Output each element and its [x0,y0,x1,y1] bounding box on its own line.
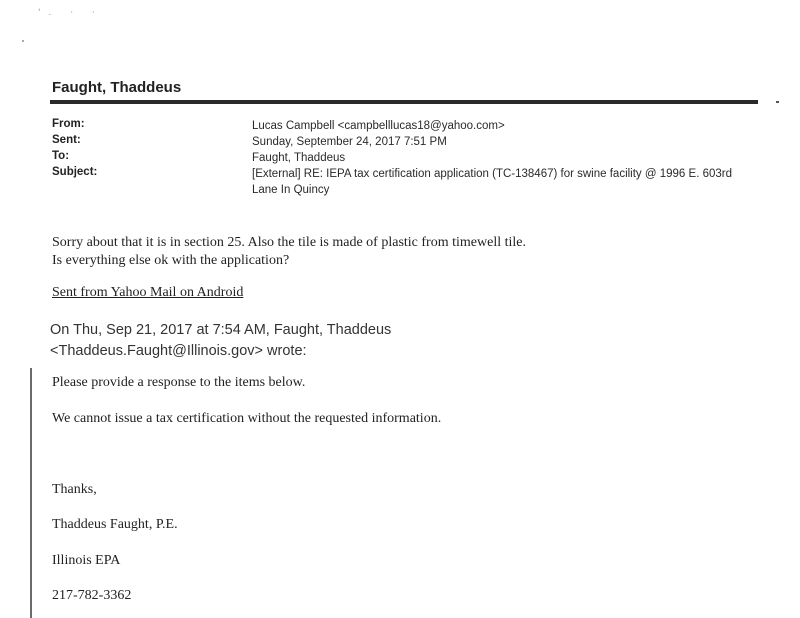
quote-line-1: Please provide a response to the items below. [52,375,306,390]
subject-label: Subject: [52,166,98,178]
quote-header-line-1: On Thu, Sep 21, 2017 at 7:54 AM, Faught, Thaddeus [50,322,392,338]
header-rule-tick [776,101,779,103]
signature-phone: 217-782-3362 [52,588,132,603]
quote-thanks: Thanks, [52,482,97,497]
sent-value: Sunday, September 24, 2017 7:51 PM [252,136,447,148]
reply-line-1: Sorry about that it is in section 25. Also the tile is made of plastic from timewell tile. [52,235,526,250]
signature-name: Thaddeus Faught, P.E. [52,517,178,532]
from-label: From: [52,118,85,130]
quote-bar [30,368,32,618]
yahoo-mail-link[interactable]: Sent from Yahoo Mail on Android [52,285,244,300]
scan-speck [22,40,24,42]
sent-label: Sent: [52,134,81,146]
mailbox-owner-name: Faught, Thaddeus [52,79,182,96]
scan-specks: '. · · [38,8,103,18]
reply-line-2: Is everything else ok with the application? [52,253,290,268]
to-label: To: [52,150,70,162]
subject-value: [External] RE: IEPA tax certification application (TC-138467) for swine facility @ 1996 E. 603rd Lane In Quincy [252,168,732,196]
to-value: Faught, Thaddeus [252,152,346,164]
from-value: Lucas Campbell <campbelllucas18@yahoo.com> [252,120,505,132]
signature-org: Illinois EPA [52,553,121,568]
header-rule [50,100,758,104]
quote-line-2: We cannot issue a tax certification without the requested information. [52,411,442,426]
quote-header-line-2: <Thaddeus.Faught@Illinois.gov> wrote: [50,343,307,359]
